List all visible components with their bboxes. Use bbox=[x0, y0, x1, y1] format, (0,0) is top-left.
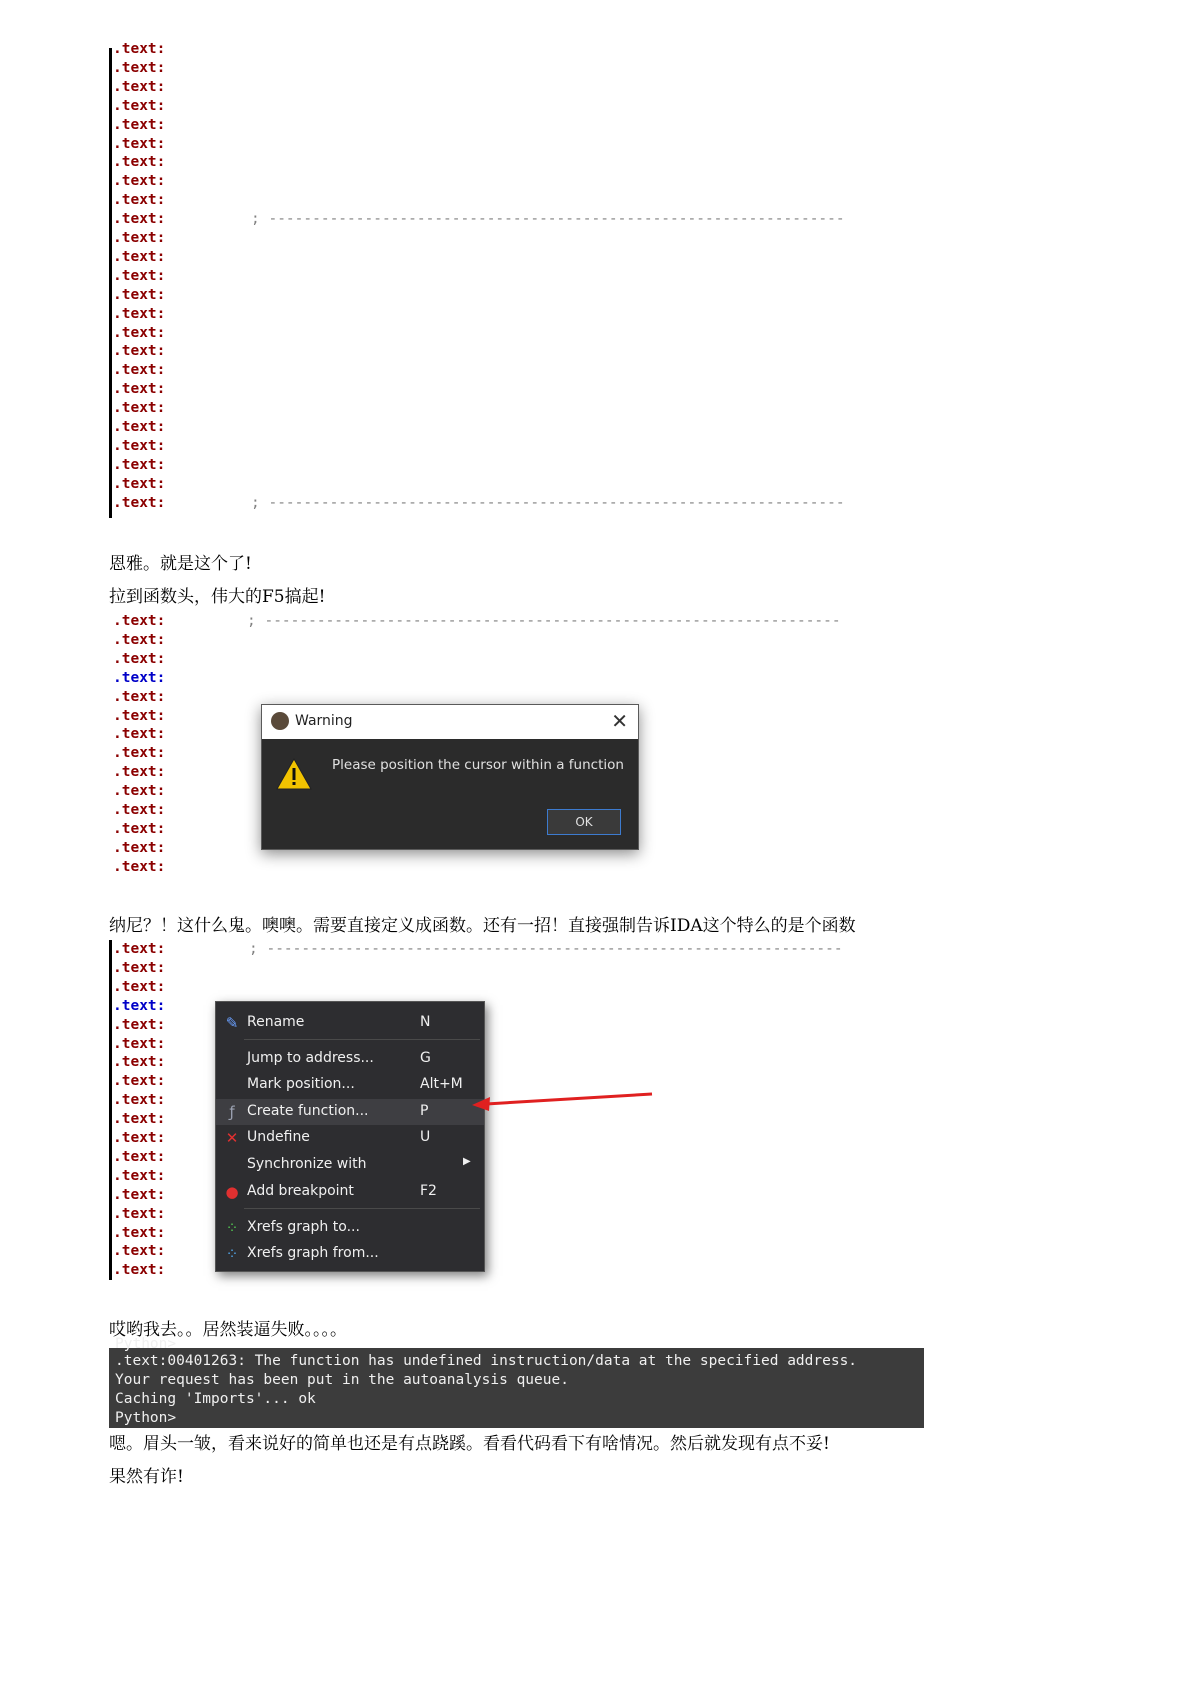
address bbox=[113, 631, 165, 650]
address bbox=[113, 959, 165, 978]
address bbox=[113, 1053, 165, 1072]
code-row bbox=[109, 978, 919, 997]
address bbox=[113, 978, 165, 997]
segment-name: .text: bbox=[113, 941, 166, 957]
address bbox=[113, 858, 165, 877]
menu-item-label: Synchronize with bbox=[247, 1156, 367, 1172]
segment-name: .text: bbox=[113, 707, 166, 724]
segment-name: .text: bbox=[113, 1262, 166, 1279]
code-row bbox=[109, 399, 979, 418]
segment-name: .text: bbox=[113, 1186, 166, 1203]
app-avatar-icon bbox=[271, 712, 289, 730]
ok-button[interactable]: OK bbox=[547, 809, 621, 835]
menu-divider bbox=[244, 1039, 480, 1040]
function-icon: ƒ bbox=[229, 1103, 235, 1121]
output-console bbox=[109, 1336, 924, 1428]
code-row bbox=[109, 475, 979, 494]
segment-name: .text: bbox=[113, 211, 166, 228]
code-row bbox=[109, 612, 909, 631]
address bbox=[113, 153, 165, 172]
code-row bbox=[109, 631, 909, 650]
paragraph-6: 果然有诈! bbox=[109, 1467, 184, 1487]
segment-name: .text: bbox=[113, 959, 166, 976]
separator-line: ; ------------------------------------------------------------------ bbox=[251, 211, 845, 228]
address bbox=[113, 1186, 165, 1205]
console-line: Python> bbox=[115, 1410, 177, 1426]
address bbox=[113, 40, 165, 59]
segment-name: .text: bbox=[113, 419, 166, 435]
rename-icon: ✎ bbox=[225, 1014, 239, 1032]
paragraph-3: 纳尼？！这什么鬼。噢噢。需要直接定义成函数。还有一招！直接强制告诉IDA这个特么的是个函数 bbox=[109, 916, 856, 936]
address bbox=[113, 744, 165, 763]
menu-item-label: Undefine bbox=[247, 1129, 310, 1145]
segment-name: .text: bbox=[113, 997, 166, 1014]
segment-name: .text: bbox=[113, 783, 166, 800]
segment-name: .text: bbox=[113, 1167, 166, 1184]
menu-item-shortcut: Alt+M bbox=[420, 1076, 463, 1092]
menu-item-shortcut: G bbox=[420, 1050, 431, 1066]
console-line: Your request has been put in the autoanalysis queue. bbox=[115, 1372, 569, 1388]
segment-name: .text: bbox=[113, 116, 166, 133]
segment-name: .text: bbox=[113, 858, 166, 875]
code-row bbox=[109, 456, 979, 475]
address bbox=[113, 650, 165, 669]
segment-name: .text: bbox=[113, 286, 166, 303]
address bbox=[113, 782, 165, 801]
code-row bbox=[109, 418, 979, 437]
segment-name: .text: bbox=[113, 1148, 166, 1165]
menu-item-shortcut: U bbox=[420, 1129, 431, 1145]
menu-item-label: Mark position... bbox=[247, 1076, 355, 1092]
address bbox=[113, 801, 165, 820]
segment-name: .text: bbox=[113, 764, 166, 781]
address bbox=[113, 475, 165, 494]
address bbox=[113, 418, 165, 437]
warning-icon bbox=[275, 757, 313, 791]
segment-name: .text: bbox=[113, 650, 166, 667]
segment-name: .text: bbox=[113, 1130, 166, 1146]
address bbox=[113, 172, 165, 191]
segment-name: .text: bbox=[113, 173, 166, 190]
address bbox=[113, 437, 165, 456]
segment-name: .text: bbox=[113, 267, 166, 284]
close-icon[interactable]: ✕ bbox=[611, 709, 628, 733]
menu-item-jump-to-address[interactable] bbox=[216, 1046, 484, 1072]
address bbox=[113, 361, 165, 380]
code-row bbox=[109, 959, 919, 978]
menu-item-shortcut: N bbox=[420, 1014, 431, 1030]
segment-name: .text: bbox=[113, 381, 166, 398]
menu-item-mark-position[interactable] bbox=[216, 1072, 484, 1098]
address bbox=[113, 456, 165, 475]
code-row bbox=[109, 267, 979, 286]
segment-name: .text: bbox=[113, 343, 166, 360]
segment-name: .text: bbox=[113, 305, 166, 322]
code-row bbox=[109, 172, 979, 191]
menu-item-xrefs-graph-to[interactable] bbox=[216, 1215, 484, 1241]
address bbox=[113, 820, 165, 839]
console-line: .text:00401263: The function has undefined instruction/data at the specified address. bbox=[115, 1353, 858, 1369]
address bbox=[113, 1072, 165, 1091]
segment-name: .text: bbox=[113, 154, 166, 171]
code-row bbox=[109, 116, 979, 135]
segment-name: .text: bbox=[113, 1224, 166, 1241]
segment-name: .text: bbox=[113, 78, 166, 95]
segment-name: .text: bbox=[113, 613, 166, 629]
code-row bbox=[109, 210, 979, 229]
code-row bbox=[109, 342, 979, 361]
address bbox=[113, 305, 165, 324]
segment-name: .text: bbox=[113, 494, 166, 511]
address bbox=[113, 191, 165, 210]
code-row bbox=[109, 380, 979, 399]
code-row bbox=[109, 248, 979, 267]
segment-name: .text: bbox=[113, 745, 166, 762]
code-row bbox=[109, 305, 979, 324]
menu-item-shortcut: F2 bbox=[420, 1183, 437, 1199]
code-row bbox=[109, 361, 979, 380]
address bbox=[113, 116, 165, 135]
code-row bbox=[109, 97, 979, 116]
address bbox=[113, 97, 165, 116]
segment-name: .text: bbox=[113, 248, 166, 265]
separator-line: ; ------------------------------------------------------------------ bbox=[249, 941, 843, 957]
address bbox=[113, 399, 165, 418]
code-row bbox=[109, 153, 979, 172]
address bbox=[113, 688, 165, 707]
console-line: Caching 'Imports'... ok bbox=[115, 1391, 316, 1407]
xrefs-graph-to-icon: ⁘ bbox=[225, 1219, 239, 1237]
code-row bbox=[109, 494, 979, 513]
segment-name: .text: bbox=[113, 1205, 166, 1222]
address bbox=[113, 1167, 165, 1186]
menu-item-create-function[interactable] bbox=[216, 1099, 484, 1125]
segment-name: .text: bbox=[113, 324, 166, 341]
code-row bbox=[109, 650, 909, 669]
address bbox=[113, 1016, 165, 1035]
segment-name: .text: bbox=[113, 820, 166, 837]
segment-name: .text: bbox=[113, 1073, 166, 1090]
address bbox=[113, 1091, 165, 1110]
warning-dialog bbox=[261, 704, 639, 850]
paragraph-4: 哎哟我去。。居然装逼失败。。。。 bbox=[109, 1320, 347, 1340]
code-row bbox=[109, 40, 979, 59]
address bbox=[113, 1224, 165, 1243]
code-row bbox=[109, 324, 979, 343]
segment-name: .text: bbox=[113, 230, 166, 246]
address bbox=[113, 1110, 165, 1129]
breakpoint-icon: ● bbox=[225, 1183, 239, 1201]
segment-name: .text: bbox=[113, 135, 166, 152]
code-row bbox=[109, 229, 979, 248]
menu-item-rename[interactable] bbox=[216, 1010, 484, 1036]
address bbox=[113, 59, 165, 78]
menu-item-undefine[interactable] bbox=[216, 1125, 484, 1151]
segment-name: .text: bbox=[113, 1111, 166, 1128]
code-row bbox=[109, 940, 919, 959]
segment-name: .text: bbox=[113, 631, 166, 648]
code-row bbox=[109, 858, 909, 877]
address bbox=[113, 763, 165, 782]
segment-name: .text: bbox=[113, 362, 166, 379]
paragraph-2: 拉到函数头，伟大的F5搞起! bbox=[109, 587, 326, 607]
address bbox=[113, 839, 165, 858]
menu-item-label: Jump to address... bbox=[247, 1050, 374, 1066]
menu-item-xrefs-graph-from[interactable] bbox=[216, 1241, 484, 1267]
address bbox=[113, 494, 165, 513]
submenu-arrow-icon: ▶ bbox=[463, 1156, 471, 1167]
code-row bbox=[109, 437, 979, 456]
segment-name: .text: bbox=[113, 97, 166, 114]
code-row bbox=[109, 669, 909, 688]
address bbox=[113, 248, 165, 267]
menu-item-label: Rename bbox=[247, 1014, 305, 1030]
segment-name: .text: bbox=[113, 669, 166, 686]
menu-item-shortcut: P bbox=[420, 1103, 429, 1119]
menu-item-label: Add breakpoint bbox=[247, 1183, 354, 1199]
address bbox=[113, 324, 165, 343]
menu-item-synchronize-with[interactable] bbox=[216, 1152, 484, 1178]
address bbox=[113, 342, 165, 361]
console-line: Python> bbox=[115, 1336, 177, 1352]
address bbox=[113, 1148, 165, 1167]
menu-item-label: Create function... bbox=[247, 1103, 369, 1119]
address bbox=[113, 725, 165, 744]
segment-name: .text: bbox=[113, 1016, 166, 1033]
address bbox=[113, 135, 165, 154]
address bbox=[113, 229, 165, 248]
address bbox=[113, 286, 165, 305]
address bbox=[113, 267, 165, 286]
menu-item-label: Xrefs graph to... bbox=[247, 1219, 360, 1235]
code-row bbox=[109, 286, 979, 305]
address bbox=[113, 707, 165, 726]
dialog-titlebar bbox=[262, 705, 638, 739]
address bbox=[113, 612, 165, 631]
address bbox=[113, 1129, 165, 1148]
separator-line: ; ------------------------------------------------------------------ bbox=[247, 613, 841, 629]
code-row bbox=[109, 78, 979, 97]
segment-name: .text: bbox=[113, 41, 166, 57]
segment-name: .text: bbox=[113, 1035, 166, 1052]
address bbox=[113, 1205, 165, 1224]
address bbox=[113, 997, 165, 1016]
segment-name: .text: bbox=[113, 839, 166, 856]
segment-name: .text: bbox=[113, 59, 166, 76]
address bbox=[113, 1035, 165, 1054]
address bbox=[113, 1242, 165, 1261]
segment-name: .text: bbox=[113, 192, 166, 209]
address bbox=[113, 669, 165, 688]
segment-name: .text: bbox=[113, 400, 166, 417]
code-row bbox=[109, 191, 979, 210]
segment-name: .text: bbox=[113, 688, 166, 705]
segment-name: .text: bbox=[113, 1243, 166, 1260]
dialog-message: Please position the cursor within a function bbox=[332, 757, 624, 773]
paragraph-1: 恩雅。就是这个了! bbox=[109, 554, 252, 574]
paragraph-5: 嗯。眉头一皱，看来说好的简单也还是有点跷蹊。看看代码看下有啥情况。然后就发现有点不妥! bbox=[109, 1434, 830, 1454]
dialog-title: Warning bbox=[295, 713, 353, 729]
code-row bbox=[109, 59, 979, 78]
red-arrow-annotation bbox=[470, 1090, 655, 1116]
address bbox=[113, 1261, 165, 1280]
menu-item-add-breakpoint[interactable] bbox=[216, 1179, 484, 1205]
undefine-icon: ✕ bbox=[225, 1129, 239, 1147]
segment-name: .text: bbox=[113, 475, 166, 492]
address bbox=[113, 210, 165, 229]
menu-divider bbox=[244, 1208, 480, 1209]
segment-name: .text: bbox=[113, 978, 166, 995]
code-row bbox=[109, 135, 979, 154]
menu-item-label: Xrefs graph from... bbox=[247, 1245, 379, 1261]
address bbox=[113, 940, 165, 959]
segment-name: .text: bbox=[113, 437, 166, 454]
segment-name: .text: bbox=[113, 456, 166, 473]
segment-name: .text: bbox=[113, 802, 166, 818]
segment-name: .text: bbox=[113, 1054, 166, 1071]
address bbox=[113, 380, 165, 399]
context-menu bbox=[215, 1001, 485, 1272]
disassembly-listing-1 bbox=[109, 41, 979, 518]
address bbox=[113, 78, 165, 97]
separator-line: ; ------------------------------------------------------------------ bbox=[251, 494, 845, 511]
segment-name: .text: bbox=[113, 1092, 166, 1109]
xrefs-graph-from-icon: ⁘ bbox=[225, 1245, 239, 1263]
segment-name: .text: bbox=[113, 726, 166, 743]
